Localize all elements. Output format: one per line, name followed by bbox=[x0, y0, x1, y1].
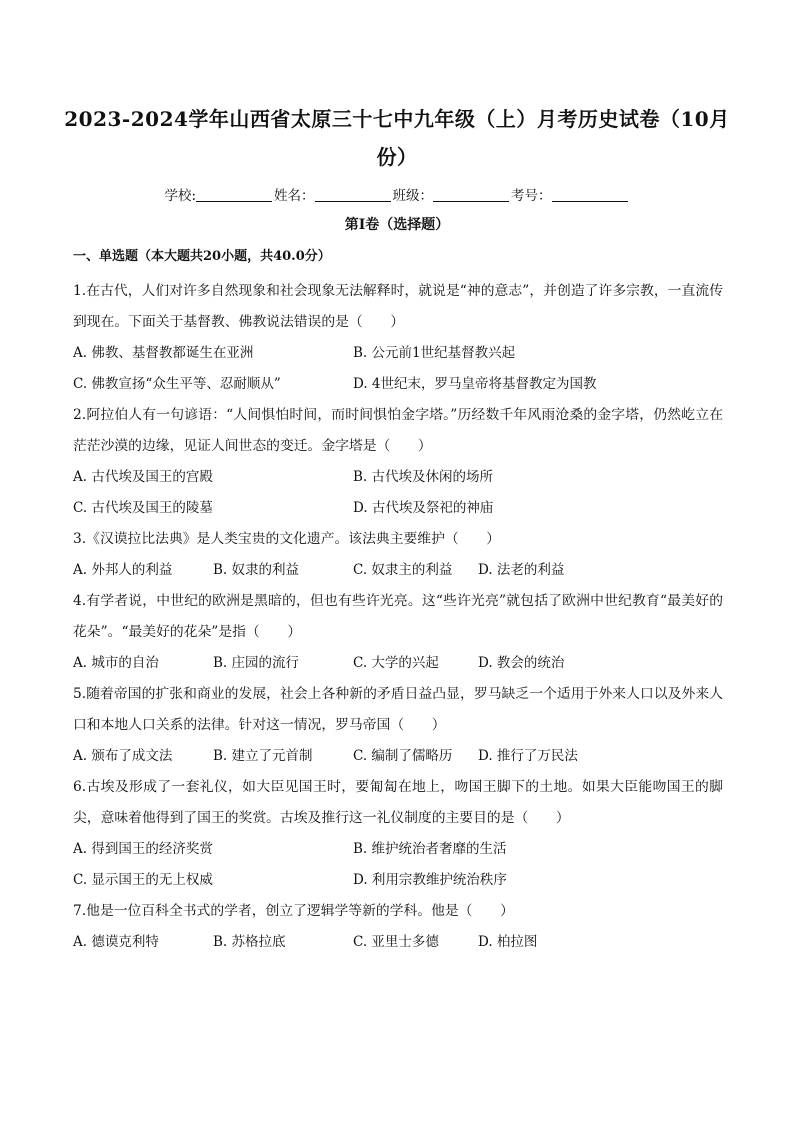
question-3-option-b[interactable]: B. 奴隶的利益 bbox=[213, 562, 300, 578]
question-2-option-d[interactable]: D. 古代埃及祭祀的神庙 bbox=[353, 500, 494, 516]
question-7-stem: 7.他是一位百科全书式的学者，创立了逻辑学等新的学科。他是（ ） bbox=[73, 903, 514, 919]
question-2-option-a[interactable]: A. 古代埃及国王的宫殿 bbox=[73, 469, 213, 485]
question-7-option-b[interactable]: B. 苏格拉底 bbox=[213, 934, 286, 950]
question-1-option-b[interactable]: B. 公元前1世纪基督教兴起 bbox=[353, 345, 516, 361]
number-blank[interactable] bbox=[552, 187, 628, 202]
question-5-option-a[interactable]: A. 颁布了成文法 bbox=[73, 748, 173, 764]
question-7-option-d[interactable]: D. 柏拉图 bbox=[478, 934, 538, 950]
question-1-option-d[interactable]: D. 4世纪末，罗马皇帝将基督教定为国教 bbox=[353, 376, 597, 392]
name-blank[interactable] bbox=[315, 187, 391, 202]
question-4-option-a[interactable]: A. 城市的自治 bbox=[73, 655, 159, 671]
question-7-option-c[interactable]: C. 亚里士多德 bbox=[353, 934, 439, 950]
question-1-stem: 1.在古代，人们对许多自然现象和社会现象无法解释时，就说是“神的意志”，并创造了许多宗教，一直流传到现在。下面关于基督教、佛教说法错误的是（ ） bbox=[73, 283, 723, 330]
question-3-option-c[interactable]: C. 奴隶主的利益 bbox=[353, 562, 453, 578]
question-2-stem: 2.阿拉伯人有一句谚语：“人间惧怕时间，而时间惧怕金字塔。”历经数千年风雨沧桑的金字塔，仍然屹立在茫茫沙漠的边缘，见证人间世态的变迁。金字塔是（ ） bbox=[73, 407, 723, 454]
question-2-option-c[interactable]: C. 古代埃及国王的陵墓 bbox=[73, 500, 213, 516]
question-5-stem: 5.随着帝国的扩张和商业的发展，社会上各种新的矛盾日益凸显，罗马缺乏一个适用于外来人口以及外来人口和本地人口关系的法律。针对这一情况，罗马帝国（ ） bbox=[73, 686, 723, 733]
question-4-option-d[interactable]: D. 教会的统治 bbox=[478, 655, 565, 671]
question-6-option-d[interactable]: D. 利用宗教维护统治秩序 bbox=[353, 872, 507, 888]
question-2-option-b[interactable]: B. 古代埃及休闲的场所 bbox=[353, 469, 494, 485]
question-5-option-b[interactable]: B. 建立了元首制 bbox=[213, 748, 313, 764]
student-info-line bbox=[0, 185, 794, 207]
number-label: 考号： bbox=[511, 188, 552, 204]
class-blank[interactable] bbox=[433, 187, 509, 202]
question-1-option-a[interactable]: A. 佛教、基督教都诞生在亚洲 bbox=[73, 345, 254, 361]
question-6-stem: 6.古埃及形成了一套礼仪，如大臣见国王时，要匍匐在地上，吻国王脚下的土地。如果大臣能吻国王的脚尖，意味着他得到了国王的奖赏。古埃及推行这一礼仪制度的主要目的是（ ） bbox=[73, 779, 723, 826]
name-label: 姓名： bbox=[274, 188, 315, 204]
question-4-option-c[interactable]: C. 大学的兴起 bbox=[353, 655, 439, 671]
question-6-option-a[interactable]: A. 得到国王的经济奖赏 bbox=[73, 841, 213, 857]
class-label: 班级： bbox=[392, 188, 434, 204]
part-title: 一、单选题（本大题共20小题，共40.0分） bbox=[73, 249, 331, 264]
question-5-option-d[interactable]: D. 推行了万民法 bbox=[478, 748, 578, 764]
question-3-stem: 3.《汉谟拉比法典》是人类宝贵的文化遗产。该法典主要维护（ ） bbox=[73, 531, 501, 547]
question-7-option-a[interactable]: A. 德谟克利特 bbox=[73, 934, 159, 950]
question-6-option-c[interactable]: C. 显示国王的无上权威 bbox=[73, 872, 213, 888]
question-3-option-d[interactable]: D. 法老的利益 bbox=[478, 562, 565, 578]
question-6-option-b[interactable]: B. 维护统治者奢靡的生活 bbox=[353, 841, 507, 857]
question-5-option-c[interactable]: C. 编制了儒略历 bbox=[353, 748, 453, 764]
section-title: 第I卷（选择题） bbox=[344, 217, 450, 233]
school-label: 学校: bbox=[164, 188, 197, 204]
question-3-option-a[interactable]: A. 外邦人的利益 bbox=[73, 562, 173, 578]
question-4-stem: 4.有学者说，中世纪的欧洲是黑暗的，但也有些许光亮。这“些许光亮”就包括了欧洲中世纪教育“最美好的花朵”。“最美好的花朵”是指（ ） bbox=[73, 593, 723, 640]
school-blank[interactable] bbox=[196, 187, 272, 202]
question-4-option-b[interactable]: B. 庄园的流行 bbox=[213, 655, 300, 671]
question-1-option-c[interactable]: C. 佛教宣扬“众生平等、忍耐顺从” bbox=[73, 376, 281, 392]
exam-title: 2023-2024学年山西省太原三十七中九年级（上）月考历史试卷（10月份） bbox=[64, 107, 730, 169]
